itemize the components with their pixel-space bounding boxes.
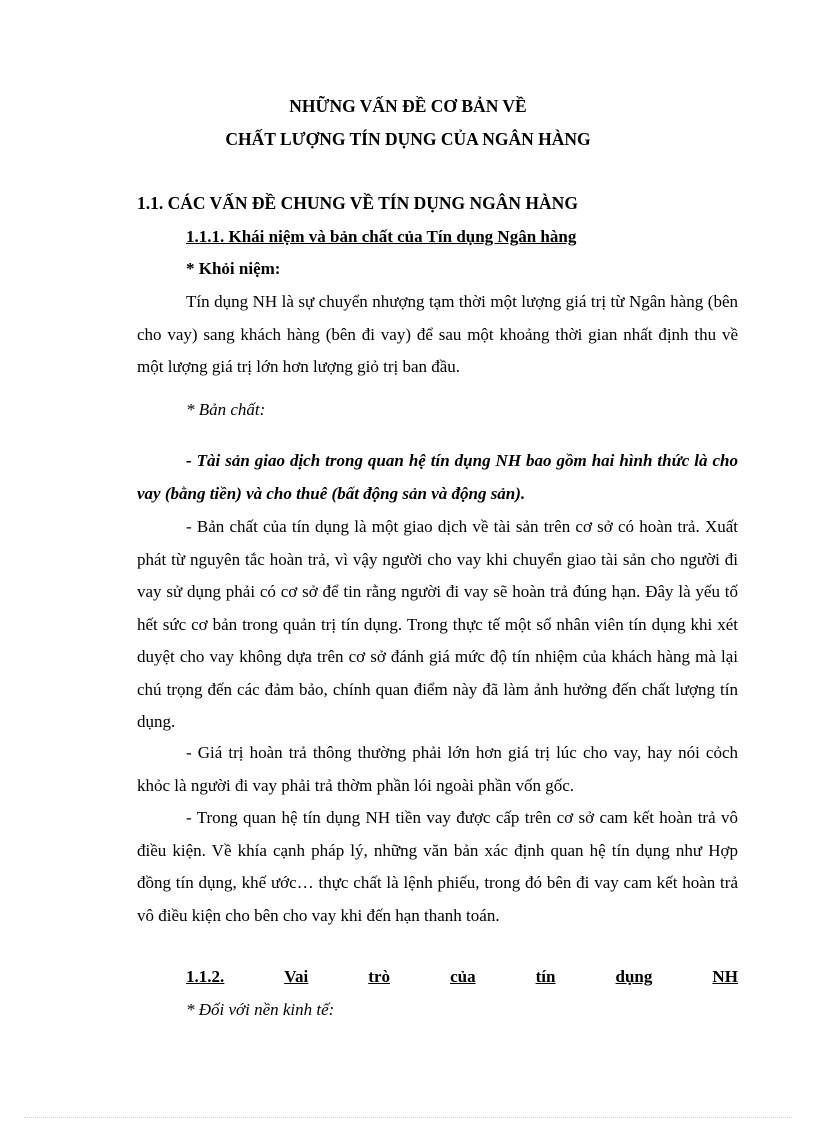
heading-word: 1.1.2. (186, 967, 225, 986)
ban-chat-paragraph-1: - Bản chất của tín dụng là một giao dịch về tài sản trên cơ sở có hoàn trả. Xuất phát từ nguyên tắc hoàn trả, vì vậy người cho vay khi chuyển giao tài sản cho người đi vay sử dụng phải có cơ sở để tin rằng người đi vay sẽ hoàn trả đúng hạn. Đây là yếu tố hết sức cơ bản trong quản trị tín dụng. Trong thực tế một số nhân viên tín dụng khi xét duyệt cho vay không dựa trên cơ sở đánh giá mức độ tín nhiệm của khách hàng mà lại chú trọng đến các đảm bảo, chính quan điểm này đã làm ảnh hưởng đến chất lượng tín dụng. (137, 517, 738, 731)
heading-word: dụng (615, 967, 653, 986)
page-bottom-divider (24, 1117, 792, 1118)
khai-niem-paragraph: Tín dụng NH là sự chuyển nhượng tạm thời một lượng giá trị từ Ngân hàng (bên cho vay) sang khách hàng (bên đi vay) để sau một khoảng thời gian nhất định thu về một lượng giá trị lớn hơn lượng giỏ trị ban đầu. (137, 292, 738, 376)
ban-chat-paragraph-2: - Giá trị hoàn trả thông thường phải lớn hơn giá trị lúc cho vay, hay nói cỏch khỏc là người đi vay phải trả thờm phần lói ngoài phần vốn gốc. (137, 743, 738, 795)
heading-word: tín (535, 967, 556, 986)
subsection-heading-1-1-2 (186, 967, 738, 987)
section-heading-1-1: 1.1. CÁC VẤN ĐỀ CHUNG VỀ TÍN DỤNG NGÂN HÀNG (137, 193, 578, 213)
ban-chat-label: * Bản chất: (186, 400, 266, 419)
khai-niem-label: * Khỏi niệm: (186, 259, 281, 278)
doi-voi-nen-kinh-te-label: * Đối với nền kinh tế: (186, 1000, 335, 1019)
subsection-heading-1-1-1: 1.1.1. Khái niệm và bản chất của Tín dụng Ngân hàng (186, 227, 577, 246)
heading-word: NH (712, 967, 738, 986)
ban-chat-bold-paragraph: - Tài sản giao dịch trong quan hệ tín dụng NH bao gồm hai hình thức là cho vay (bằng tiền) và cho thuê (bất động sản và động sản). (137, 451, 738, 503)
document-title-line-1: NHỮNG VẤN ĐỀ CƠ BẢN VỀ (289, 96, 527, 116)
heading-word: trò (368, 967, 391, 986)
document-title-line-2: CHẤT LƯỢNG TÍN DỤNG CỦA NGÂN HÀNG (225, 129, 591, 149)
heading-word: của (450, 967, 476, 986)
heading-word: Vai (284, 967, 309, 986)
ban-chat-paragraph-3: - Trong quan hệ tín dụng NH tiền vay được cấp trên cơ sở cam kết hoàn trả vô điều kiện. Về khía cạnh pháp lý, những văn bản xác định quan hệ tín dụng như Hợp đồng tín dụng, khế ước… thực chất là lệnh phiếu, trong đó bên đi vay cam kết hoàn trả vô điều kiện cho bên cho vay khi đến hạn thanh toán. (137, 808, 738, 925)
